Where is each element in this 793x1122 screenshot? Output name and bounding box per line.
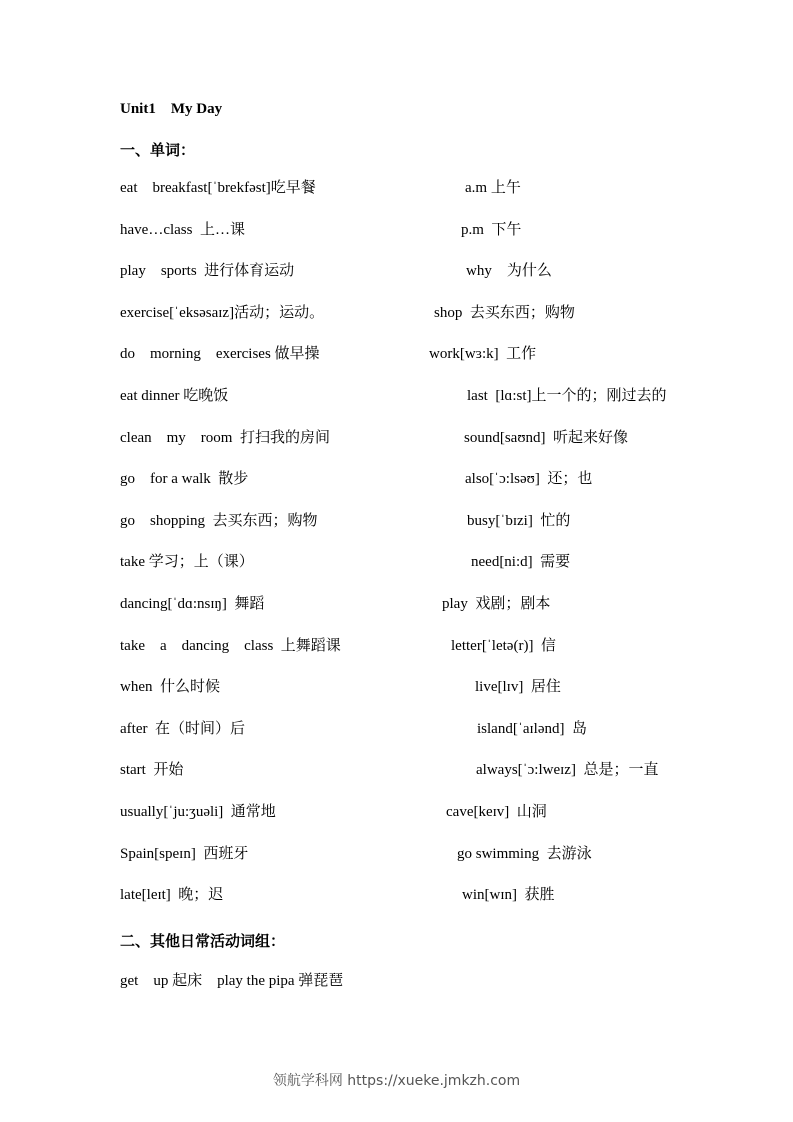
vocab-left-entry: Spain[speɪn] 西班牙 bbox=[120, 845, 249, 862]
vocab-right-entry: go swimming 去游泳 bbox=[457, 845, 592, 862]
vocab-right-entry: p.m 下午 bbox=[461, 221, 522, 238]
vocab-right-entry: also[ˈɔ:lsəʊ] 还；也 bbox=[465, 471, 593, 488]
vocab-row bbox=[0, 802, 793, 844]
vocab-right-entry: live[lɪv] 居住 bbox=[475, 679, 561, 696]
vocab-row bbox=[0, 178, 793, 220]
vocab-row bbox=[0, 469, 793, 511]
vocab-row bbox=[0, 636, 793, 678]
vocab-right-entry: play 戏剧；剧本 bbox=[442, 595, 551, 612]
vocab-left-entry: late[leɪt] 晚；迟 bbox=[120, 887, 224, 904]
vocab-left-entry: eat dinner 吃晚饭 bbox=[120, 387, 229, 404]
vocab-left-entry: start 开始 bbox=[120, 762, 184, 779]
vocab-right-entry: letter[ˈletə(r)] 信 bbox=[451, 637, 556, 654]
vocabulary-list bbox=[0, 178, 793, 927]
vocab-row bbox=[0, 844, 793, 886]
vocab-row bbox=[0, 885, 793, 927]
vocab-left-entry: play sports 进行体育运动 bbox=[120, 263, 295, 280]
vocab-right-entry: island[ˈaɪlənd] 岛 bbox=[477, 720, 587, 737]
vocab-row bbox=[0, 719, 793, 761]
vocab-left-entry: take 学习；上（课） bbox=[120, 554, 254, 571]
vocab-row bbox=[0, 552, 793, 594]
vocab-left-entry: eat breakfast[ˈbrekfəst]吃早餐 bbox=[120, 180, 316, 196]
vocab-right-entry: win[wɪn] 获胜 bbox=[462, 887, 555, 904]
vocab-row bbox=[0, 261, 793, 303]
vocab-right-entry: sound[saʊnd] 听起来好像 bbox=[464, 429, 629, 446]
page-title: Unit1 My Day bbox=[120, 101, 223, 117]
vocab-left-entry: go shopping 去买东西；购物 bbox=[120, 512, 318, 529]
vocab-left-entry: have…class 上…课 bbox=[120, 221, 245, 238]
daily-activity-phrases: get up 起床 play the pipa 弹琵琶 bbox=[120, 973, 344, 989]
vocab-right-entry: always[ˈɔ:lweɪz] 总是；一直 bbox=[476, 762, 659, 779]
vocab-row bbox=[0, 677, 793, 719]
vocab-row bbox=[0, 220, 793, 262]
footer-watermark: 领航学科网 https://xueke.jmkzh.com bbox=[272, 1073, 521, 1089]
vocab-left-entry: do morning exercises 做早操 bbox=[120, 346, 320, 363]
vocab-left-entry: take a dancing class 上舞蹈课 bbox=[120, 637, 341, 654]
vocab-left-entry: dancing[ˈdɑ:nsɪŋ] 舞蹈 bbox=[120, 595, 265, 612]
vocab-row bbox=[0, 511, 793, 553]
vocab-row bbox=[0, 344, 793, 386]
vocab-right-entry: work[wɜ:k] 工作 bbox=[429, 346, 537, 363]
vocab-left-entry: after 在（时间）后 bbox=[120, 720, 245, 737]
vocab-left-entry: go for a walk 散步 bbox=[120, 471, 249, 488]
vocab-row bbox=[0, 386, 793, 428]
vocab-right-entry: cave[keɪv] 山洞 bbox=[446, 803, 547, 820]
vocab-left-entry: usually[ˈju:ʒuəli] 通常地 bbox=[120, 803, 276, 820]
vocab-left-entry: clean my room 打扫我的房间 bbox=[120, 429, 330, 446]
section-heading-daily-activities: 二、其他日常活动词组： bbox=[120, 934, 286, 950]
vocab-row bbox=[0, 303, 793, 345]
vocab-right-entry: shop 去买东西；购物 bbox=[434, 304, 575, 321]
vocab-right-entry: a.m 上午 bbox=[465, 180, 521, 196]
vocab-right-entry: last [lɑ:st]上一个的；刚过去的 bbox=[467, 387, 667, 404]
vocab-row bbox=[0, 594, 793, 636]
vocab-row bbox=[0, 428, 793, 470]
vocab-right-entry: why 为什么 bbox=[466, 263, 552, 280]
vocab-row bbox=[0, 760, 793, 802]
vocab-right-entry: need[ni:d] 需要 bbox=[471, 554, 571, 571]
vocab-right-entry: busy[ˈbɪzi] 忙的 bbox=[467, 512, 571, 529]
vocab-left-entry: exercise[ˈeksəsaɪz]活动；运动。 bbox=[120, 304, 325, 321]
section-heading-vocabulary: 一、单词： bbox=[120, 143, 196, 159]
vocab-left-entry: when 什么时候 bbox=[120, 679, 220, 696]
